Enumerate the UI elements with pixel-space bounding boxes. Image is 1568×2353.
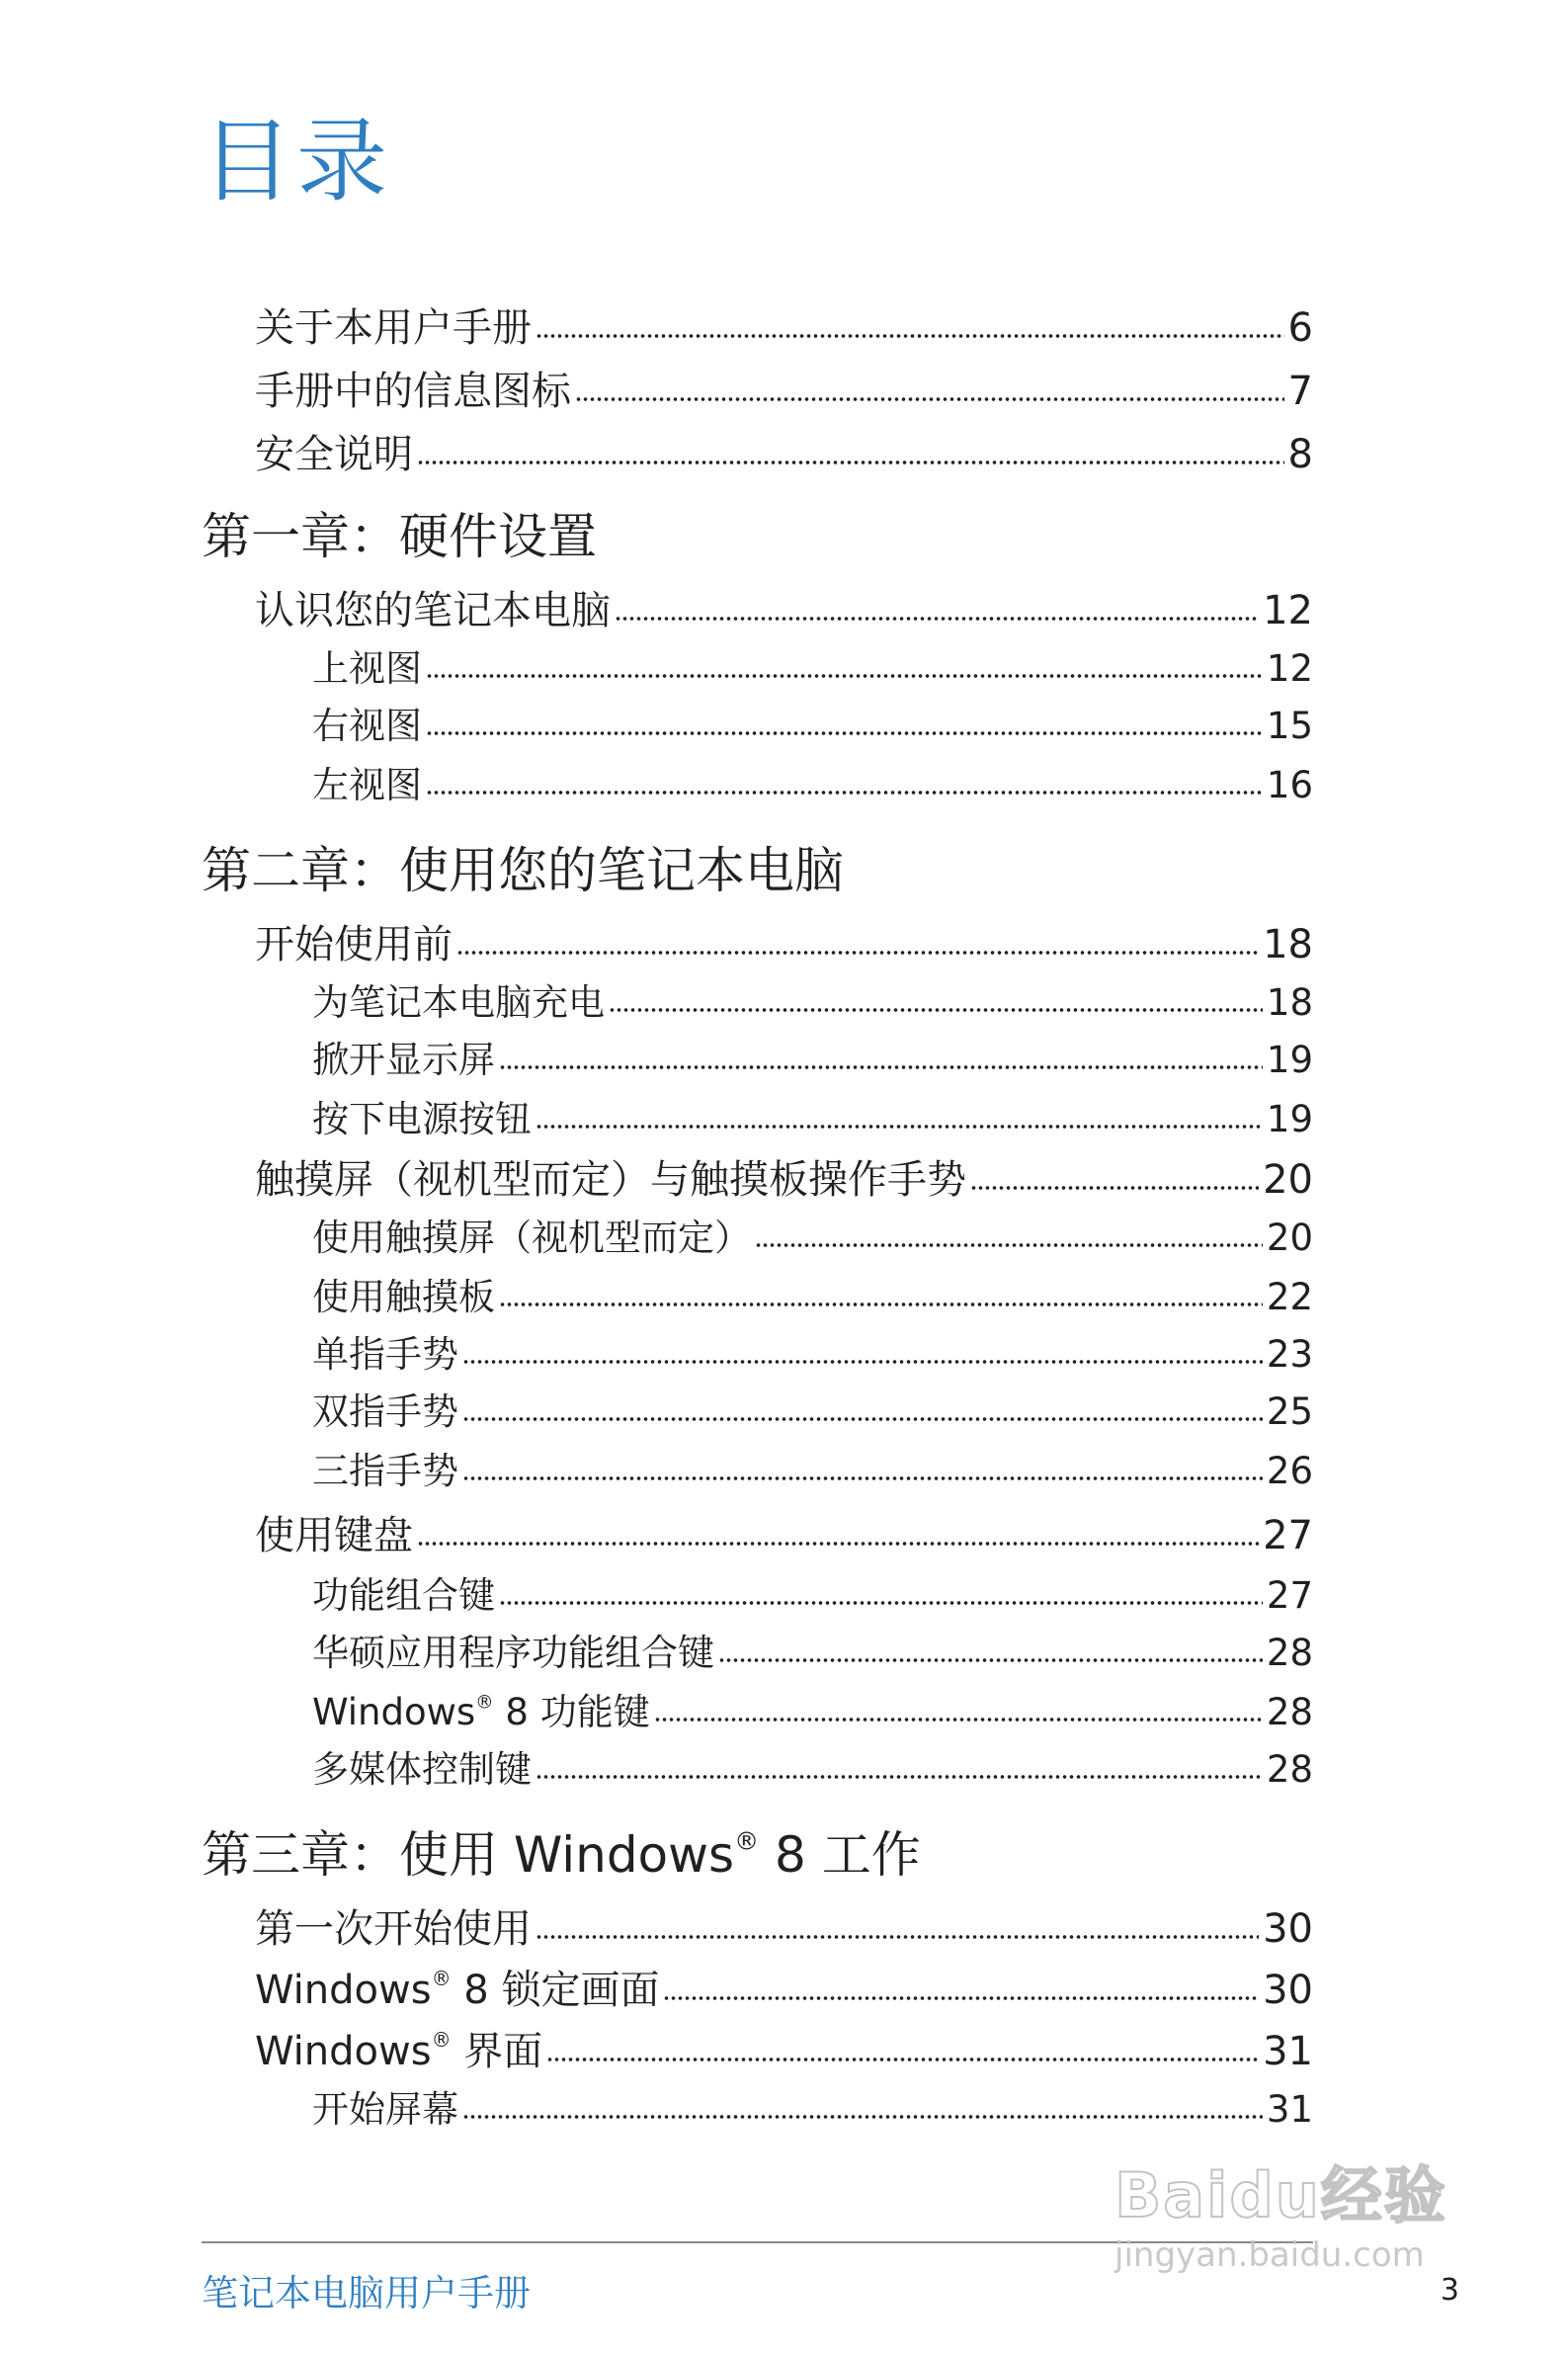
footer-title: 笔记本电脑用户手册 — [202, 2272, 531, 2314]
dot-leader — [536, 1124, 1263, 1130]
toc-subsection-entry[interactable] — [312, 981, 1313, 1024]
toc-entry-page: 20 — [1263, 1157, 1313, 1203]
toc-entry-label: 左视图 — [312, 764, 422, 806]
toc-entry-label: 开始屏幕 — [312, 2088, 458, 2131]
dot-leader — [426, 730, 1263, 736]
toc-entry-page: 18 — [1263, 922, 1313, 967]
toc-entry-label: 手册中的信息图标 — [255, 369, 571, 414]
toc-subsection-entry[interactable] — [312, 2088, 1313, 2131]
toc-entry-label: 第一次开始使用 — [255, 1906, 532, 1952]
toc-entry-label: 安全说明 — [255, 432, 413, 477]
toc-entry-label: 三指手势 — [312, 1450, 458, 1492]
toc-entry-page: 30 — [1263, 1968, 1313, 2013]
dot-leader — [499, 1064, 1263, 1070]
toc-entry-page: 28 — [1266, 1632, 1313, 1674]
toc-entry-page: 26 — [1266, 1450, 1313, 1492]
toc-section-entry[interactable] — [255, 305, 1313, 351]
toc-entry-label: 关于本用户手册 — [255, 305, 532, 351]
toc-section-entry[interactable] — [255, 432, 1313, 477]
toc-entry-label: 上视图 — [312, 647, 422, 690]
toc-section-entry[interactable] — [255, 1513, 1313, 1558]
toc-entry-page: 31 — [1266, 2088, 1313, 2131]
toc-entry-label: 认识您的笔记本电脑 — [255, 588, 611, 633]
dot-leader — [462, 1359, 1263, 1365]
toc-entry-page: 6 — [1287, 305, 1313, 351]
dot-leader — [499, 1302, 1263, 1307]
toc-entry-page: 18 — [1266, 981, 1313, 1024]
toc-entry-label: 双指手势 — [312, 1390, 458, 1433]
toc-entry-page: 19 — [1266, 1098, 1313, 1140]
toc-entry-page: 27 — [1266, 1574, 1313, 1617]
toc-subsection-entry[interactable] — [312, 1748, 1313, 1791]
toc-subsection-entry[interactable] — [312, 1098, 1313, 1140]
footer-page-number: 3 — [1440, 2273, 1459, 2308]
toc-entry-label: 功能组合键 — [312, 1574, 495, 1617]
toc-entry-label: 使用键盘 — [255, 1513, 413, 1558]
chapter-heading: 第二章：使用您的笔记本电脑 — [202, 842, 844, 899]
toc-entry-page: 30 — [1263, 1906, 1313, 1952]
toc-entry-label: 多媒体控制键 — [312, 1748, 532, 1791]
toc-section-entry[interactable] — [255, 369, 1313, 414]
dot-leader — [663, 1995, 1259, 2001]
dot-leader — [718, 1657, 1263, 1663]
toc-subsection-entry[interactable] — [312, 1691, 1313, 1733]
toc-subsection-entry[interactable] — [312, 764, 1313, 806]
toc-section-entry[interactable] — [255, 2028, 1313, 2074]
toc-entry-page: 22 — [1266, 1276, 1313, 1318]
watermark-logo: Baidu经验 — [1114, 2159, 1447, 2231]
dot-leader — [609, 1007, 1263, 1013]
toc-entry-label: 为笔记本电脑充电 — [312, 981, 605, 1024]
toc-section-entry[interactable] — [255, 1157, 1313, 1203]
dot-leader — [575, 396, 1284, 402]
toc-entry-page: 25 — [1266, 1390, 1313, 1433]
toc-entry-page: 8 — [1287, 432, 1313, 477]
dot-leader — [426, 673, 1263, 679]
toc-entry-page: 28 — [1266, 1691, 1313, 1733]
toc-entry-page: 7 — [1287, 369, 1313, 414]
toc-entry-label: Windows® 界面 — [255, 2028, 543, 2074]
toc-entry-page: 28 — [1266, 1748, 1313, 1791]
toc-entry-page: 19 — [1266, 1039, 1313, 1081]
toc-subsection-entry[interactable] — [312, 1390, 1313, 1433]
dot-leader — [426, 790, 1263, 796]
toc-entry-page: 27 — [1263, 1513, 1313, 1558]
dot-leader — [970, 1185, 1259, 1191]
toc-entry-page: 12 — [1266, 647, 1313, 690]
dot-leader — [462, 1475, 1263, 1481]
dot-leader — [462, 2114, 1263, 2120]
toc-entry-label: 开始使用前 — [255, 922, 453, 967]
dot-leader — [417, 1541, 1259, 1547]
toc-entry-label: Windows® 8 功能键 — [312, 1691, 650, 1733]
toc-entry-label: 单指手势 — [312, 1333, 458, 1376]
toc-section-entry[interactable] — [255, 1967, 1313, 2013]
toc-entry-page: 20 — [1266, 1217, 1313, 1259]
toc-section-entry[interactable] — [255, 1906, 1313, 1952]
toc-entry-page: 31 — [1263, 2029, 1313, 2074]
toc-section-entry[interactable] — [255, 922, 1313, 967]
toc-subsection-entry[interactable] — [312, 1276, 1313, 1318]
toc-entry-label: 按下电源按钮 — [312, 1098, 532, 1140]
toc-entry-label: 华硕应用程序功能组合键 — [312, 1632, 714, 1674]
page-title: 目录 — [202, 109, 392, 214]
dot-leader — [654, 1717, 1263, 1723]
toc-subsection-entry[interactable] — [312, 1574, 1313, 1617]
toc-entry-label: Windows® 8 锁定画面 — [255, 1967, 660, 2013]
chapter-heading: 第一章：硬件设置 — [202, 508, 597, 565]
chapter-heading: 第三章：使用 Windows® 8 工作 — [202, 1826, 921, 1884]
toc-entry-page: 23 — [1266, 1333, 1313, 1376]
dot-leader — [536, 333, 1284, 339]
dot-leader — [456, 950, 1259, 956]
toc-entry-page: 16 — [1266, 764, 1313, 806]
dot-leader — [417, 460, 1284, 465]
dot-leader — [546, 2057, 1259, 2062]
toc-entry-label: 触摸屏（视机型而定）与触摸板操作手势 — [255, 1157, 966, 1203]
dot-leader — [536, 1934, 1259, 1940]
dot-leader — [536, 1774, 1263, 1780]
toc-subsection-entry[interactable] — [312, 1217, 1313, 1259]
toc-entry-label: 使用触摸板 — [312, 1276, 495, 1318]
toc-subsection-entry[interactable] — [312, 647, 1313, 690]
toc-entry-label: 右视图 — [312, 705, 422, 747]
toc-subsection-entry[interactable] — [312, 1039, 1313, 1081]
toc-entry-page: 15 — [1266, 705, 1313, 747]
watermark-url: jingyan.baidu.com — [1114, 2235, 1425, 2275]
dot-leader — [615, 616, 1259, 622]
toc-entry-label: 掀开显示屏 — [312, 1039, 495, 1081]
toc-entry-label: 使用触摸屏（视机型而定） — [312, 1217, 751, 1259]
dot-leader — [462, 1416, 1263, 1422]
toc-entry-page: 12 — [1263, 588, 1313, 633]
toc-subsection-entry[interactable] — [312, 705, 1313, 747]
toc-section-entry[interactable] — [255, 588, 1313, 633]
toc-subsection-entry[interactable] — [312, 1450, 1313, 1492]
dot-leader — [499, 1600, 1263, 1606]
dot-leader — [755, 1242, 1263, 1248]
toc-subsection-entry[interactable] — [312, 1333, 1313, 1376]
toc-subsection-entry[interactable] — [312, 1632, 1313, 1674]
